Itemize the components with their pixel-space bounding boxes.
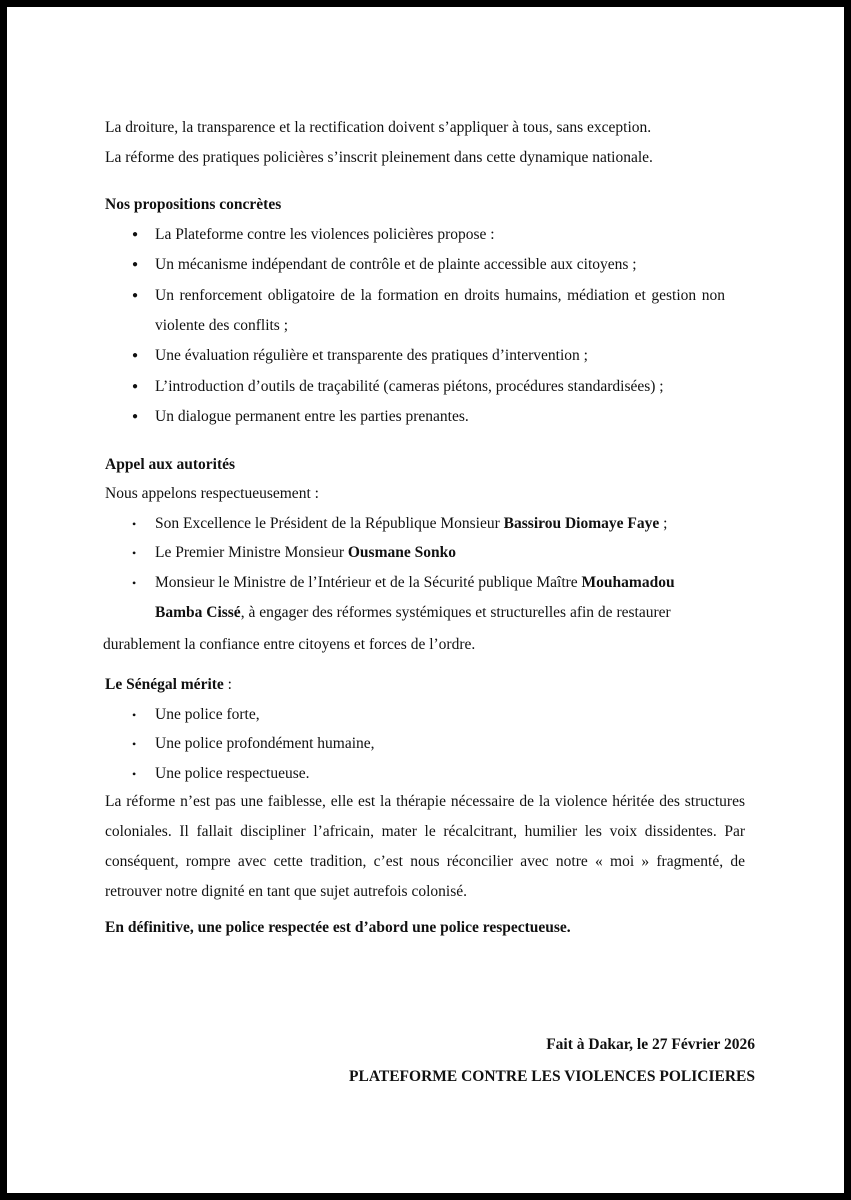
document-page [7, 7, 844, 1193]
minister-suffix: , à engager des réformes systémiques et structurelles afin de restaurer [240, 604, 671, 621]
reform-paragraph: La réforme n’est pas une faiblesse, elle est la thérapie nécessaire de la violence héritée des structures coloniales. Il fallait discipliner l’africain, mater le récalcitrant, humilier les voix dissidentes. Par conséquent, rompre avec cette tradition, c’est nous réconcilier avec notre « moi » fragmenté, de retrouver notre dignité en tant que sujet autrefois colonisé. [105, 793, 745, 900]
proposal-item: ● Un mécanisme indépendant de contrôle et de plainte accessible aux citoyens ; [105, 250, 725, 280]
intro-line-1: La droiture, la transparence et la rectification doivent s’appliquer à tous, sans exception. [105, 119, 652, 136]
proposal-item: ● Un renforcement obligatoire de la formation en droits humains, médiation et gestion non violente des conflits ; [105, 281, 725, 341]
deserves-heading-suffix: : [223, 676, 232, 693]
deserves-heading: Le Sénégal mérite [105, 676, 224, 693]
proposals-heading: Nos propositions concrètes [105, 196, 282, 213]
proposal-item: ● L’introduction d’outils de traçabilité (cameras piétons, procédures standardisées) ; [105, 372, 725, 402]
pm-name: Ousmane Sonko [347, 544, 456, 561]
minister-name-part-1: Mouhamadou [581, 574, 675, 591]
minister-name-part-2: Bamba Cissé [155, 604, 241, 621]
president-name: Bassirou Diomaye Faye [503, 515, 660, 532]
appeal-intro: Nous appelons respectueusement : [105, 485, 319, 502]
appeal-minister-continuation [155, 598, 671, 628]
appeal-item-president [105, 509, 667, 539]
appeal-item-prime-minister [105, 538, 456, 568]
intro-line-2: La réforme des pratiques policières s’inscrit pleinement dans cette dynamique nationale. [105, 149, 653, 166]
signature-place-date: Fait à Dakar, le 27 Février 2026 [546, 1036, 755, 1053]
signature-place-date-wrap [115, 1030, 755, 1060]
signature-organization-wrap [115, 1062, 755, 1092]
deserves-heading-line [105, 670, 232, 700]
president-suffix: ; [659, 515, 668, 532]
proposal-item: ● Un dialogue permanent entre les parties prenantes. [105, 402, 725, 432]
appeal-item-minister [105, 568, 675, 598]
president-prefix: Son Excellence le Président de la République Monsieur [155, 515, 504, 532]
conclusion: En définitive, une police respectée est d’abord une police respectueuse. [105, 919, 571, 936]
minister-prefix: Monsieur le Ministre de l’Intérieur et de la Sécurité publique Maître [155, 574, 582, 591]
appeal-heading: Appel aux autorités [105, 456, 236, 473]
pm-prefix: Le Premier Ministre Monsieur [155, 544, 348, 561]
appeal-closing: durablement la confiance entre citoyens et forces de l’ordre. [103, 636, 476, 653]
signature-organization: PLATEFORME CONTRE LES VIOLENCES POLICIERES [349, 1068, 755, 1085]
proposal-item: ● La Plateforme contre les violences policières propose : [105, 220, 725, 250]
deserves-item: • Une police forte, [105, 700, 260, 730]
proposal-item: ● Une évaluation régulière et transparente des pratiques d’intervention ; [105, 341, 725, 371]
deserves-item: • Une police profondément humaine, [105, 729, 375, 759]
deserves-item: • Une police respectueuse. [105, 759, 310, 789]
